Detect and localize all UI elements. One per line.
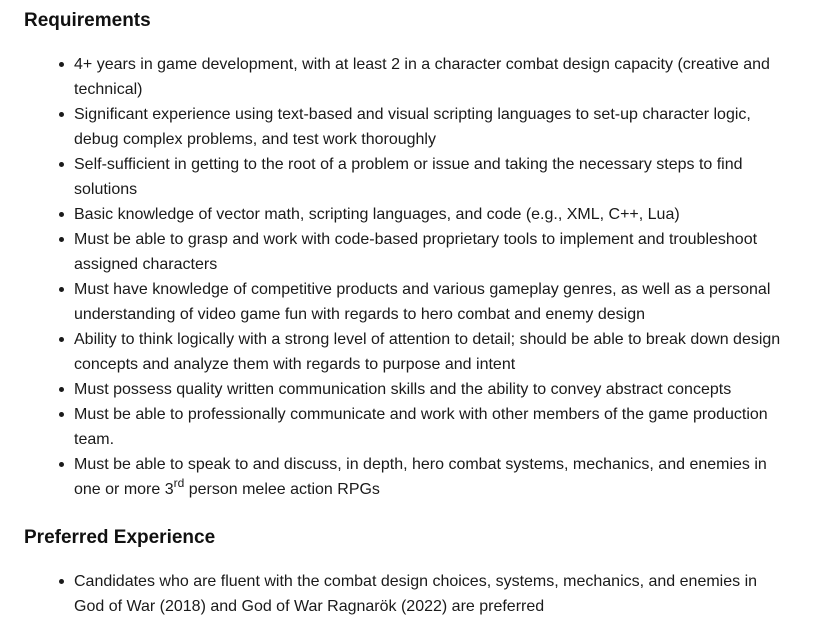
list-item: Must be able to grasp and work with code-based proprietary tools to implement and troubleshoot assigned characters — [74, 227, 793, 277]
ordinal-superscript: rd — [173, 476, 185, 490]
preferred-experience-list — [24, 569, 793, 619]
preferred-experience-heading: Preferred Experience — [24, 527, 216, 548]
list-item: Significant experience using text-based and visual scripting languages to set-up character logic, debug complex problems, and test work thoroughly — [74, 102, 793, 152]
requirements-heading: Requirements — [24, 10, 151, 31]
list-item: Must be able to professionally communicate and work with other members of the game production team. — [74, 402, 793, 452]
list-item: Ability to think logically with a strong level of attention to detail; should be able to break down design concepts and analyze them with regards to purpose and intent — [74, 327, 793, 377]
list-item-text-before: Must be able to speak to and discuss, in depth, hero combat systems, mechanics, and enemies in one or more 3 — [74, 456, 767, 498]
list-item: Basic knowledge of vector math, scripting languages, and code (e.g., XML, C++, Lua) — [74, 202, 793, 227]
list-item: Must have knowledge of competitive products and various gameplay genres, as well as a personal understanding of video game fun with regards to hero combat and enemy design — [74, 277, 793, 327]
list-item: Must possess quality written communication skills and the ability to convey abstract concepts — [74, 377, 793, 402]
list-item-melee-rpg — [74, 452, 793, 502]
list-item: Self-sufficient in getting to the root of a problem or issue and taking the necessary steps to find solutions — [74, 152, 793, 202]
list-item: Candidates who are fluent with the combat design choices, systems, mechanics, and enemies in God of War (2018) and God of War Ragnarök (2022) are preferred — [74, 569, 793, 619]
requirements-list — [24, 52, 793, 502]
list-item-text-after: person melee action RPGs — [184, 481, 380, 498]
list-item: 4+ years in game development, with at least 2 in a character combat design capacity (creative and technical) — [74, 52, 793, 102]
